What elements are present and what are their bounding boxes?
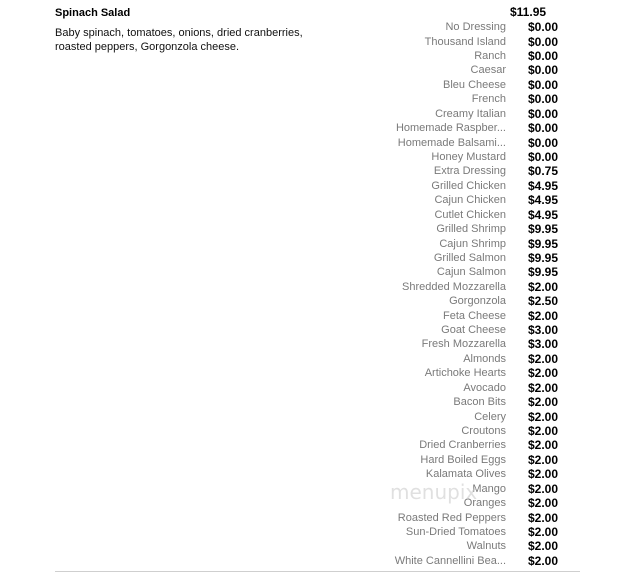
option-label: Croutons [461, 425, 506, 438]
option-price: $4.95 [528, 207, 559, 222]
item-name: Spinach Salad [55, 7, 131, 19]
option-label: Shredded Mozzarella [402, 280, 506, 293]
option-label: Extra Dressing [433, 165, 506, 178]
option-row [380, 381, 580, 395]
option-price: $0.00 [528, 135, 559, 150]
option-label: French [471, 93, 506, 106]
option-price: $0.00 [528, 49, 559, 64]
option-price: $0.00 [528, 77, 559, 92]
option-label: Dried Cranberries [419, 439, 506, 452]
option-price: $0.00 [528, 150, 559, 164]
option-label: Mango [472, 482, 506, 495]
option-label: White Cannellini Bea... [394, 554, 506, 567]
option-label: Homemade Balsami... [397, 136, 506, 149]
option-row [380, 467, 580, 481]
option-row [380, 207, 580, 221]
option-label: No Dressing [445, 21, 506, 34]
option-label: Gorgonzola [449, 295, 506, 308]
option-label: Caesar [470, 64, 506, 77]
item-price: $11.95 [510, 5, 547, 19]
option-price: $2.00 [528, 496, 559, 511]
option-label: Bacon Bits [453, 396, 506, 409]
option-price: $0.00 [528, 121, 559, 136]
option-row [380, 107, 580, 121]
option-label: Feta Cheese [443, 309, 506, 322]
option-price: $2.00 [528, 351, 559, 366]
option-price: $2.00 [528, 481, 559, 496]
option-row [380, 222, 580, 236]
option-label: Roasted Red Peppers [397, 511, 506, 524]
option-row [380, 409, 580, 423]
option-price: $2.00 [528, 553, 559, 568]
option-label: Fresh Mozzarella [421, 338, 506, 351]
option-price: $2.00 [528, 524, 559, 539]
option-row [380, 395, 580, 409]
option-row [380, 482, 580, 496]
option-row [380, 294, 580, 308]
bottom-divider [55, 571, 580, 572]
option-row [380, 78, 580, 92]
option-price: $9.95 [528, 222, 559, 237]
option-label: Cutlet Chicken [434, 208, 506, 221]
option-label: Grilled Shrimp [436, 223, 506, 236]
option-row [380, 323, 580, 337]
option-label: Cajun Shrimp [439, 237, 506, 250]
option-label: Grilled Chicken [431, 179, 506, 192]
option-row [380, 352, 580, 366]
menupix-watermark: menupix [390, 480, 478, 504]
option-price: $2.00 [528, 366, 559, 381]
option-row [380, 63, 580, 77]
option-row [380, 135, 580, 149]
option-label: Walnuts [466, 540, 506, 553]
option-label: Thousand Island [424, 35, 506, 48]
option-price: $2.00 [528, 380, 559, 395]
option-price: $9.95 [528, 265, 559, 280]
option-row [380, 280, 580, 294]
option-label: Bleu Cheese [443, 78, 506, 91]
option-label: Hard Boiled Eggs [420, 453, 506, 466]
option-label: Cajun Chicken [434, 194, 506, 207]
option-label: Grilled Salmon [433, 251, 506, 264]
option-row [380, 121, 580, 135]
option-label: Creamy Italian [435, 107, 506, 120]
option-row [380, 251, 580, 265]
option-price: $2.00 [528, 409, 559, 424]
option-price: $0.00 [528, 63, 559, 78]
option-row [380, 438, 580, 452]
option-row [380, 424, 580, 438]
option-price: $0.00 [528, 106, 559, 121]
option-price: $9.95 [528, 250, 559, 265]
item-description: Baby spinach, tomatoes, onions, dried cranberries, roasted peppers, Gorgonzola cheese. [55, 27, 303, 53]
option-label: Avocado [463, 381, 506, 394]
option-list [380, 20, 580, 568]
option-row [380, 525, 580, 539]
option-label: Cajun Salmon [436, 266, 506, 279]
option-label: Goat Cheese [441, 324, 506, 337]
option-label: Oranges [463, 497, 506, 510]
option-row [380, 510, 580, 524]
option-row [380, 236, 580, 250]
option-price: $2.00 [528, 539, 559, 554]
option-label: Kalamata Olives [425, 468, 506, 481]
option-row [380, 92, 580, 106]
option-price: $2.00 [528, 452, 559, 467]
option-price: $2.00 [528, 308, 559, 323]
option-label: Homemade Raspber... [395, 122, 506, 135]
option-row [380, 453, 580, 467]
option-row [380, 179, 580, 193]
option-price: $4.95 [528, 193, 559, 208]
option-label: Sun-Dried Tomatoes [405, 525, 506, 538]
option-price: $0.00 [528, 34, 559, 49]
option-price: $2.00 [528, 510, 559, 525]
option-row [380, 496, 580, 510]
option-label: Celery [474, 410, 506, 423]
option-row [380, 164, 580, 178]
option-price: $2.00 [528, 438, 559, 453]
option-row [380, 366, 580, 380]
option-label: Ranch [474, 50, 506, 63]
option-row [380, 49, 580, 63]
option-price: $2.00 [528, 395, 559, 410]
option-row [380, 308, 580, 322]
option-label: Honey Mustard [431, 151, 506, 163]
option-price: $2.50 [528, 294, 559, 309]
option-row [380, 193, 580, 207]
option-price: $9.95 [528, 236, 559, 251]
option-label: Artichoke Hearts [424, 367, 506, 380]
option-price: $0.75 [528, 164, 559, 179]
option-price: $4.95 [528, 178, 559, 193]
option-row [380, 20, 580, 34]
option-price: $2.00 [528, 424, 559, 439]
option-row [380, 539, 580, 553]
option-price: $2.00 [528, 467, 559, 482]
option-row [380, 265, 580, 279]
option-row [380, 150, 580, 164]
option-price: $3.00 [528, 337, 559, 352]
option-price: $3.00 [528, 323, 559, 338]
option-price: $0.00 [528, 20, 559, 35]
option-label: Almonds [463, 352, 506, 365]
option-row [380, 554, 580, 568]
option-price: $2.00 [528, 279, 559, 294]
option-row [380, 34, 580, 48]
option-price: $0.00 [528, 92, 559, 107]
option-row [380, 337, 580, 351]
